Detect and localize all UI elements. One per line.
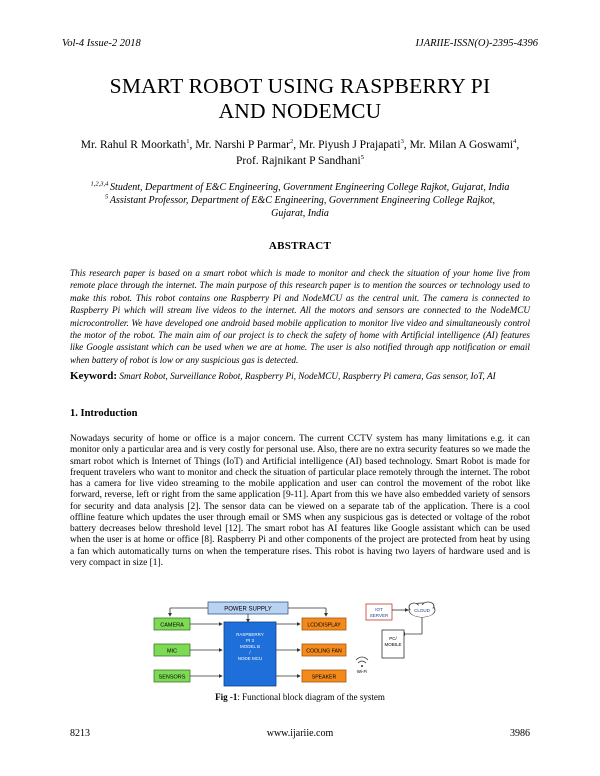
mic-label: MIC — [166, 648, 178, 655]
affiliation-line: Assistant Professor, Department of E&C Engineering, Government Engineering College Rajkot, — [109, 195, 495, 206]
author-list: Mr. Rahul R Moorkath$^1$, Mr. Narshi P Parmar$^2$, Mr. Piyush J Prajapati$^3$, Mr. Milan A Goswami$^4$, Prof. Rajnikant P Sandhani$^5$ — [80, 138, 520, 167]
affiliation-superscript: 5 — [104, 193, 110, 201]
author-name: Mr. Narshi P Parmar — [195, 139, 290, 151]
iot-server-label: IOT — [375, 607, 383, 612]
affiliation-line: Gujarat, India — [271, 208, 329, 219]
core-label: / — [249, 650, 251, 655]
introduction-text: Nowadays security of home or office is a major concern. The current CCTV system has many limitations e.g. it can monitor only a particular area and is very costly for personal use. Also, there are no extra security features so we made the smart robot which is Internet of Things (IoT) and Artificial intelligence (AI) based technology. Smart Robot is made for frequent travelers who want to monitor and check the situation of particular place remotely through the internet. The robot has a camera for live video streaming to the mobile application and user can control the movement of the robot like forward, reverse, left or right from the same application [9-11]. Apart from this we have also embedded variety of sensors for security and data analysis [2]. The sensor data can be viewed on a separate tab of the application. There is a cool offline feature which updates the user through email or SMS when any suspicious gas is detected or voltage of the robot battery decreases below threshold level [12]. The smart robot has AI features like Google assistant which can be used when the user is at home or office [8]. Raspberry Pi and other components of the project are protected from heat by using a fan which automatically turns on when the temperature rises. This robot is having two layers of hardware used and is very compact in size [1]. — [70, 434, 530, 568]
figure-caption-text: : Functional block diagram of the system — [237, 692, 385, 702]
iot-server-label: SERVER — [369, 613, 389, 618]
affiliations — [60, 181, 540, 220]
lcd-display-label: LCD/DISPLAY — [307, 622, 341, 629]
footer-page-number: 8213 — [70, 728, 90, 739]
keywords — [70, 370, 540, 382]
block-diagram — [150, 600, 475, 688]
author-name: Mr. Piyush J Prajapati — [298, 139, 401, 151]
wifi-icon — [356, 657, 368, 667]
affiliation-line: Student, Department of E&C Engineering, Government Engineering College Rajkot, Gujarat, India — [110, 182, 510, 193]
author-superscript: 4 — [513, 138, 517, 146]
affiliation-superscript: 1,2,3,4 — [90, 180, 111, 188]
figure-caption-label: Fig -1 — [215, 692, 238, 702]
sensors-label: SENSORS — [158, 674, 186, 681]
section-heading: 1. Introduction — [70, 408, 138, 419]
camera-label: CAMERA — [160, 622, 184, 629]
wifi-label: Wi-Fi — [356, 669, 368, 674]
abstract-text: This research paper is based on a smart robot which is made to monitor and check the situation of your home live from remote place through the internet. The main purpose of this research paper is to mention the sources or technology used to make this robot. This robot contains one Raspberry Pi and NodeMCU as the central unit. The camera is connected to Raspberry Pi which will stream live videos to the internet. All the motors and sensors are connected to the NodeMCU microcontroller. We have developed one android based mobile application to monitor live video and simultaneously control the motor of the robot. The main aim of our project is to check the safety of home with Artificial intelligence (AI) features like Google assistant which can be used when we are at home. The user is also notified through app notification or email when battery of robot is low or any suspicious gas is detected. — [70, 268, 530, 365]
author-superscript: 2 — [289, 138, 294, 146]
author-superscript: 3 — [400, 138, 404, 146]
cloud-label: CLOUD — [414, 608, 430, 613]
title-line-2: AND NODEMCU — [218, 99, 382, 123]
core-label: MODEL B — [239, 644, 261, 649]
author-name: Mr. Milan A Goswami — [409, 139, 514, 151]
core-label: PI 3 — [245, 638, 255, 643]
author-superscript: 5 — [360, 153, 365, 161]
pc-mobile-label: PC/ — [389, 636, 397, 641]
author-superscript: 1 — [186, 138, 190, 146]
running-header-volume: Vol-4 Issue-2 2018 — [62, 38, 141, 49]
paper-title — [40, 74, 560, 124]
core-label: NODE MCU — [237, 656, 263, 661]
footer-paper-number: 3986 — [510, 728, 530, 739]
power-supply-label: POWER SUPPLY — [224, 606, 272, 613]
author-name: Mr. Rahul R Moorkath — [80, 139, 187, 151]
speaker-label: SPEAKER — [311, 674, 337, 681]
pc-mobile-label: MOBILE — [384, 642, 402, 647]
figure-caption — [0, 692, 600, 702]
running-header-issn: IJARIIE-ISSN(O)-2395-4396 — [415, 38, 538, 49]
footer-website-link[interactable]: www.ijariie.com — [266, 728, 334, 739]
keywords-text: Smart Robot, Surveillance Robot, Raspberry Pi, NodeMCU, Raspberry Pi camera, Gas sensor, IoT, AI — [119, 371, 496, 381]
core-label: RASPBERRY — [236, 632, 264, 637]
cooling-fan-label: COOLING FAN — [306, 648, 342, 655]
title-line-1: SMART ROBOT USING RASPBERRY PI — [109, 74, 491, 98]
keywords-label: Keyword: — [70, 370, 118, 382]
abstract-heading: ABSTRACT — [268, 240, 332, 252]
author-name: Prof. Rajnikant P Sandhani — [235, 154, 361, 167]
